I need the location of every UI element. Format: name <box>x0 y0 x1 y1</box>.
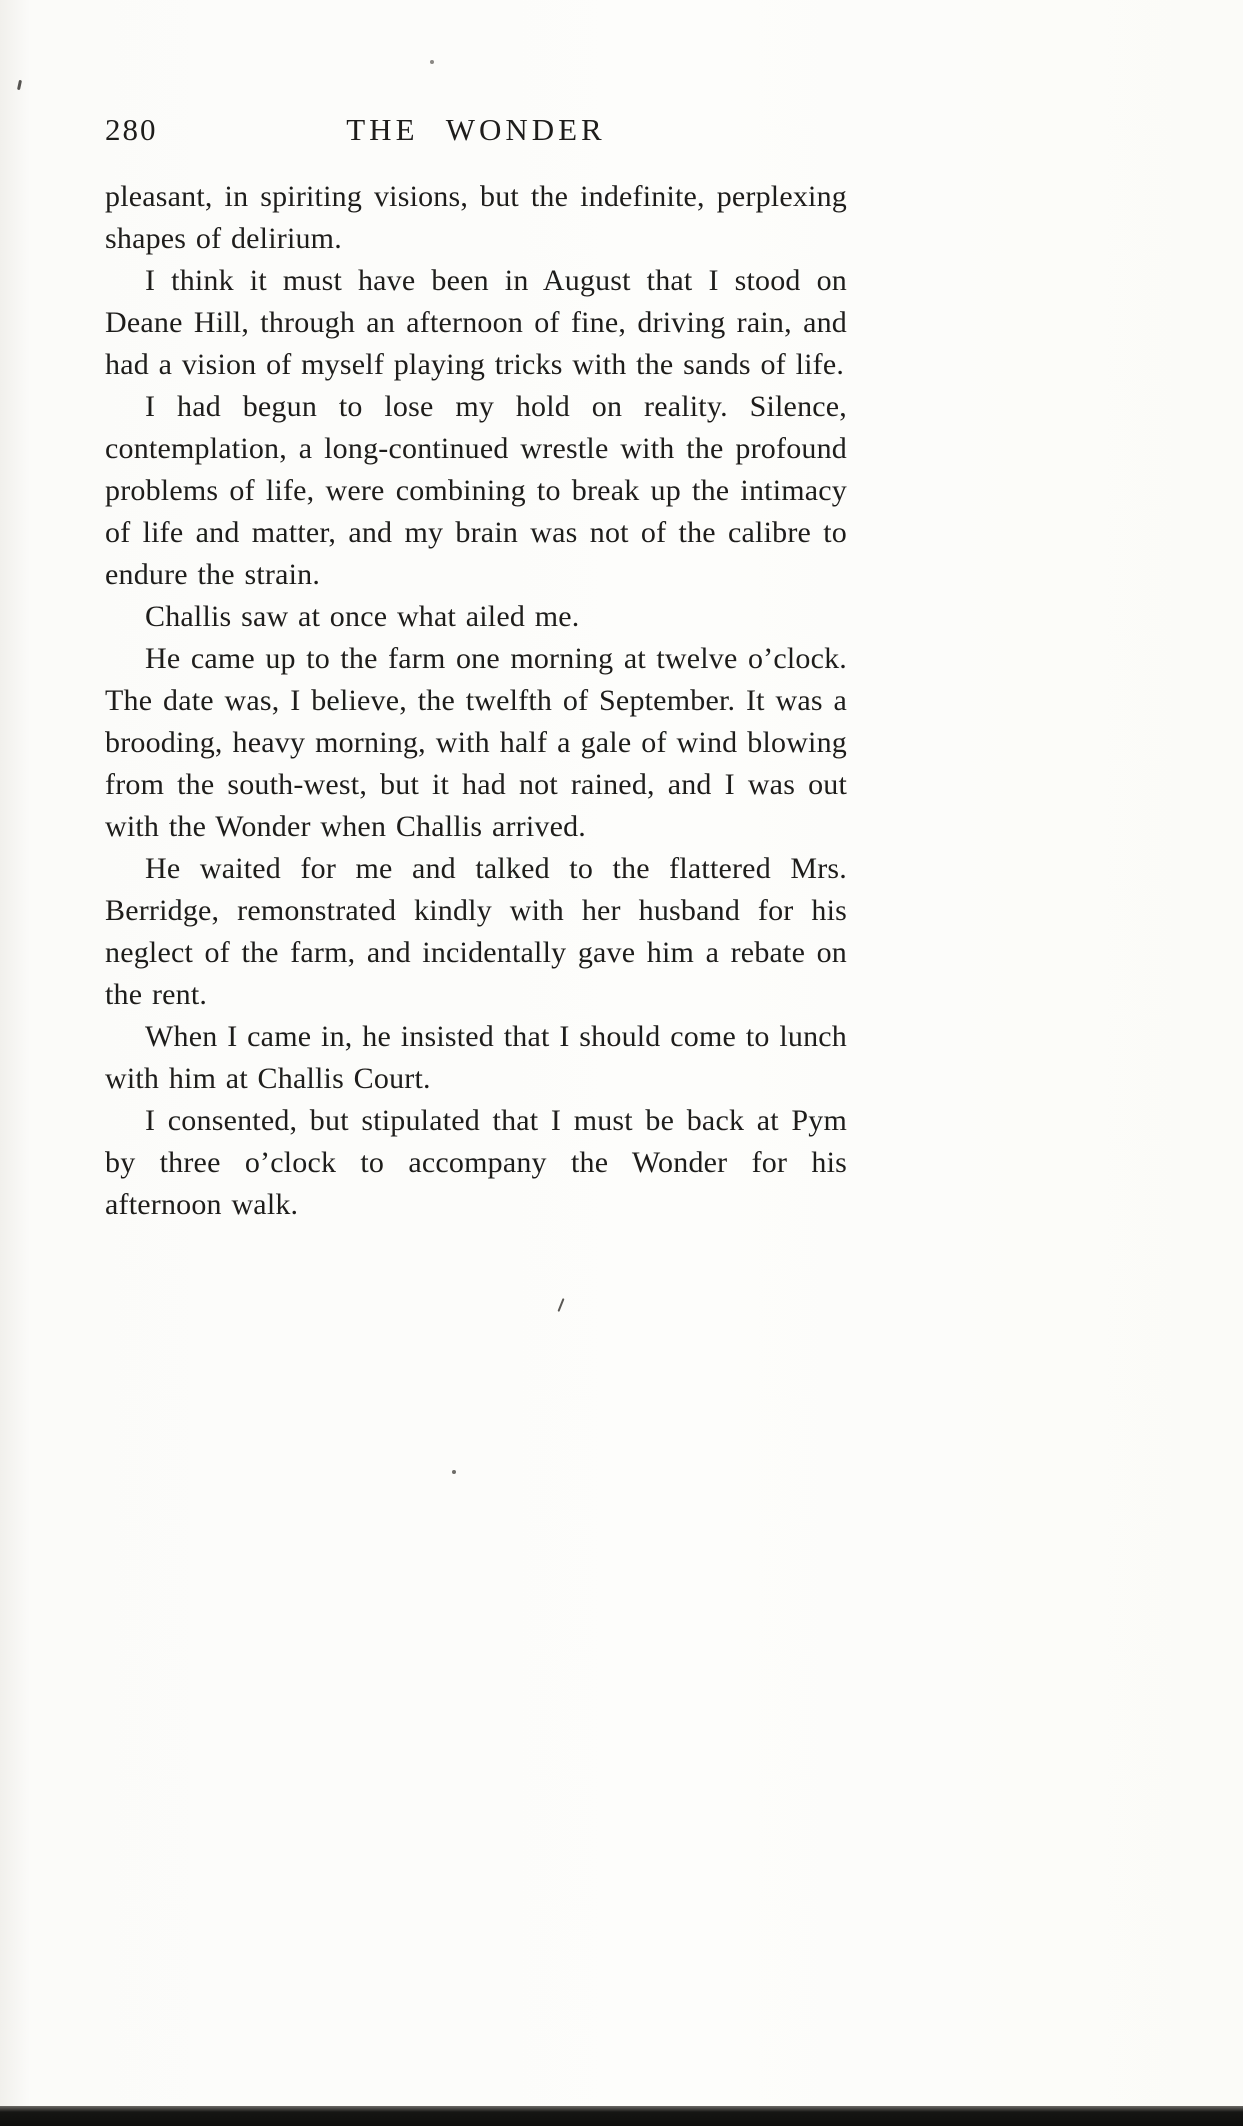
paragraph-continuation: pleasant, in spiriting visions, but the indefinite, perplexing shapes of delirium. <box>105 180 847 255</box>
page-body <box>105 176 847 1226</box>
scan-artifact <box>17 80 22 90</box>
scan-artifact <box>430 60 434 64</box>
paragraph: He waited for me and talked to the flattered Mrs. Berridge, remonstrated kindly with her husband for his neglect of the farm, and incidentally gave him a rebate on the rent. <box>105 852 847 1011</box>
paragraph: Challis saw at once what ailed me. <box>145 600 580 633</box>
paragraph: When I came in, he insisted that I should come to lunch with him at Challis Court. <box>105 1020 847 1095</box>
paragraph: He came up to the farm one morning at twelve o’clock. The date was, I believe, the twelfth of September. It was a brooding, heavy morning, with half a gale of wind blowing from the south-west, but it had not rained, and I was out with the Wonder when Challis arrived. <box>105 642 847 843</box>
scan-page-edge <box>0 2106 1243 2126</box>
paragraph: I consented, but stipulated that I must be back at Pym by three o’clock to accompany the Wonder for his afternoon walk. <box>105 1104 847 1221</box>
page-number: 280 <box>105 112 158 147</box>
scan-artifact <box>452 1470 456 1474</box>
paragraph: I think it must have been in August that I stood on Deane Hill, through an afternoon of fine, driving rain, and had a vision of myself playing tricks with the sands of life. <box>105 264 847 381</box>
paragraph: I had begun to lose my hold on reality. Silence, contemplation, a long-continued wrestle with the profound problems of life, were combining to break up the intimacy of life and matter, and my brain was not of the calibre to endure the strain. <box>105 390 847 591</box>
running-header <box>105 112 847 154</box>
scan-artifact <box>557 1298 564 1312</box>
running-header-title: THE WONDER <box>346 112 606 147</box>
